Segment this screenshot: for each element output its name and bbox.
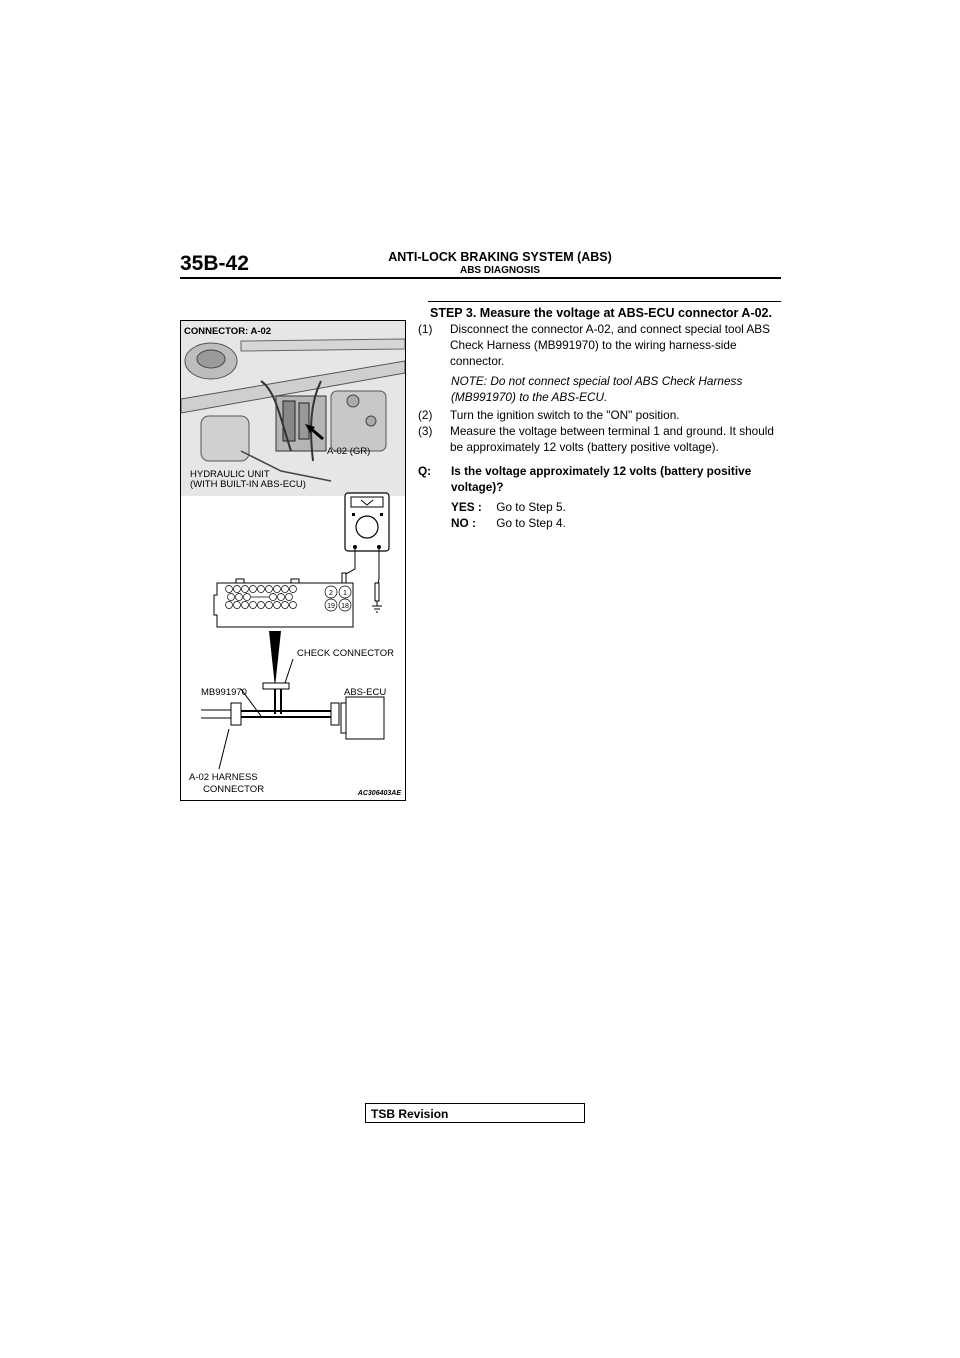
tsb-revision-box: TSB Revision [365,1103,585,1123]
header-rule [180,277,781,279]
a02-label: A-02 (GR) [327,446,371,457]
pin-1-label: 1 [343,590,347,597]
question-text: Is the voltage approximately 12 volts (battery positive voltage)? [451,464,752,494]
item-text: Turn the ignition switch to the "ON" position. [450,408,680,422]
step-rule [428,301,781,302]
step-body [418,321,786,531]
harness-connector-label: A-02 HARNESS [189,772,258,783]
question [418,463,786,495]
section-title: ANTI-LOCK BRAKING SYSTEM (ABS) [388,250,612,264]
item-number: (3) [418,424,433,438]
step-item [418,407,786,423]
pin-19-label: 19 [327,603,335,610]
pin-2-label: 2 [329,590,333,597]
abs-ecu-label: ABS-ECU [344,687,387,698]
mb991970-label: MB991970 [201,687,247,698]
step-item [418,321,786,369]
item-text: Disconnect the connector A-02, and connect special tool ABS Check Harness (MB991970) to the wiring harness-side connector. [450,322,771,368]
check-connector-label: CHECK CONNECTOR [297,648,394,659]
no-text: Go to Step 4. [496,516,566,530]
step-item [418,423,786,455]
yes-answer [418,499,786,515]
diagnostic-figure [180,320,406,801]
figure-code: AC306403AE [357,790,401,797]
no-label: NO : [451,516,476,530]
item-number: (2) [418,408,433,422]
hydraulic-unit-label: HYDRAULIC UNIT [190,469,270,480]
question-prefix: Q: [418,464,432,478]
item-number: (1) [418,322,433,336]
pin-18-label: 18 [341,603,349,610]
note-text: NOTE: Do not connect special tool ABS Check Harness (MB991970) to the ABS-ECU. [451,374,743,404]
wiring-diagram [181,491,405,791]
connector-label: CONNECTOR: A-02 [184,326,272,337]
no-answer [418,515,786,531]
section-subtitle: ABS DIAGNOSIS [459,265,540,276]
yes-text: Go to Step 5. [496,500,566,514]
item-text: Measure the voltage between terminal 1 and ground. It should be approximately 12 volts (battery positive voltage). [450,424,774,454]
hydraulic-unit-sublabel: (WITH BUILT-IN ABS-ECU) [190,479,306,490]
harness-connector-sublabel: CONNECTOR [203,784,265,795]
step-title: STEP 3. Measure the voltage at ABS-ECU connector A-02. [430,306,772,320]
yes-label: YES : [451,500,482,514]
page-number: 35B-42 [180,252,249,275]
